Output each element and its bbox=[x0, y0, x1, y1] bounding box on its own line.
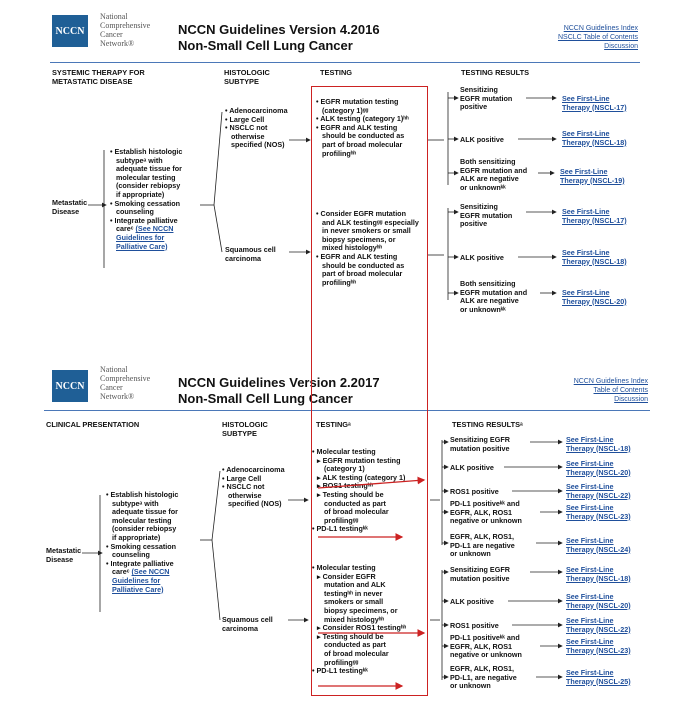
palliative-care-link-3[interactable]: Palliative Care) bbox=[112, 584, 164, 594]
toc-link[interactable]: Table of Contents bbox=[593, 387, 648, 394]
col-header-testing: TESTINGᵃ bbox=[316, 420, 351, 429]
testing-squamous: • Molecular testing ▸ Consider EGFR mutation and ALK testingʰʰ in never smokers or small biopsy specimens, or mixed histologyʰʰ ▸ Consider ROS1 testingʰʰ ▸ Testing should be conducted as part of broad molecular profilingᵍᵍ • PD-L1 testingᵏᵏ bbox=[312, 563, 407, 676]
discussion-link[interactable]: Discussion bbox=[604, 43, 638, 50]
first-line-therapy-link[interactable]: See First-Line Therapy (NSCL-17) bbox=[562, 94, 627, 112]
toc-link[interactable]: NSCLC Table of Contents bbox=[557, 34, 638, 41]
col-header-testing: TESTING bbox=[320, 68, 353, 77]
first-line-therapy-link[interactable]: See First-Line Therapy (NSCL-17) bbox=[562, 207, 627, 225]
discussion-link[interactable]: Discussion bbox=[614, 396, 648, 403]
result-text: Sensitizing EGFR mutation positive bbox=[460, 202, 513, 229]
palliative-care-link[interactable]: (See NCCN bbox=[135, 224, 174, 234]
first-line-therapy-link[interactable]: See First-Line Therapy (NSCL-20) bbox=[566, 592, 631, 610]
col-header-subtype: HISTOLOGIC SUBTYPE bbox=[222, 420, 268, 438]
guidelines-index-link[interactable]: NCCN Guidelines Index bbox=[563, 25, 638, 32]
first-line-therapy-link[interactable]: See First-Line Therapy (NSCL-23) bbox=[566, 637, 631, 655]
first-line-therapy-link[interactable]: See First-Line Therapy (NSCL-19) bbox=[560, 167, 625, 185]
result-text: PD-L1 positiveᵏᵏ and EGFR, ALK, ROS1 negative or unknown bbox=[450, 633, 522, 660]
palliative-care-link[interactable]: (See NCCN bbox=[131, 567, 170, 577]
guideline-version-title: NCCN Guidelines Version 2.2017 Non-Small Cell Lung Cancer bbox=[178, 375, 380, 406]
result-text: ALK positive bbox=[460, 253, 504, 262]
first-line-therapy-link[interactable]: See First-Line Therapy (NSCL-20) bbox=[562, 288, 627, 306]
result-text: ALK positive bbox=[460, 135, 504, 144]
result-text: EGFR, ALK, ROS1, PD-L1, are negative or unknown bbox=[450, 664, 517, 691]
first-line-therapy-link[interactable]: See First-Line Therapy (NSCL-25) bbox=[566, 668, 631, 686]
workup-steps: • Establish histologic subtypeᵃ with adequate tissue for molecular testing (consider rebiopsy if appropriate) • Smoking cessation counseling • Integrate palliative careᶜ (See NCCN Guidelines for Palliative Care) bbox=[106, 491, 210, 594]
first-line-therapy-link[interactable]: See First-Line Therapy (NSCL-18) bbox=[562, 248, 627, 266]
palliative-care-link-2[interactable]: Guidelines for bbox=[116, 232, 165, 242]
org-name: National Comprehensive Cancer Network® bbox=[100, 12, 151, 48]
result-text: ALK positive bbox=[450, 597, 494, 606]
col-header-therapy: SYSTEMIC THERAPY FOR METASTATIC DISEASE bbox=[52, 68, 145, 86]
col-header-results: TESTING RESULTSᵃ bbox=[452, 420, 523, 429]
first-line-therapy-link[interactable]: See First-Line Therapy (NSCL-24) bbox=[566, 536, 631, 554]
palliative-care-link-2[interactable]: Guidelines for bbox=[112, 575, 161, 585]
nccn-logo: NCCN bbox=[52, 370, 88, 402]
result-text: Sensitizing EGFR mutation positive bbox=[460, 85, 513, 112]
nccn-logo: NCCN bbox=[52, 15, 88, 47]
result-text: Sensitizing EGFR mutation positive bbox=[450, 435, 510, 453]
subtype-adeno: • Adenocarcinoma • Large Cell • NSCLC not otherwise specified (NOS) bbox=[222, 465, 285, 509]
testing-adeno: • Molecular testing ▸ EGFR mutation testing (category 1) ▸ ALK testing (category 1) ▸ ROS1 testingʰʰ ▸ Testing should be conducted as part of broad molecular profilingᵍᵍ • PD-L1 testingᵏᵏ bbox=[312, 447, 406, 534]
first-line-therapy-link[interactable]: See First-Line Therapy (NSCL-22) bbox=[566, 482, 631, 500]
result-text: ROS1 positive bbox=[450, 487, 499, 496]
testing-squamous: • Consider EGFR mutation and ALK testingᵍᵍ especially in never smokers or small biopsy specimens, or mixed histologyʰʰ • EGFR and ALK testing should be conducted as part of broad molecular profilingʰʰ bbox=[316, 209, 419, 287]
testing-adeno: • EGFR mutation testing (category 1)ᵍᵍ • ALK testing (category 1)ʰʰ • EGFR and ALK testing should be conducted as part of broad molecular profilingʰʰ bbox=[316, 97, 409, 158]
palliative-care-link-3[interactable]: Palliative Care) bbox=[116, 241, 168, 251]
first-line-therapy-link[interactable]: See First-Line Therapy (NSCL-20) bbox=[566, 459, 631, 477]
first-line-therapy-link[interactable]: See First-Line Therapy (NSCL-23) bbox=[566, 503, 631, 521]
first-line-therapy-link[interactable]: See First-Line Therapy (NSCL-18) bbox=[566, 435, 631, 453]
result-text: ALK positive bbox=[450, 463, 494, 472]
disease-label: Metastatic Disease bbox=[52, 198, 88, 216]
subtype-squamous: Squamous cell carcinoma bbox=[225, 245, 276, 263]
col-header-presentation: CLINICAL PRESENTATION bbox=[46, 420, 140, 429]
col-header-subtype: HISTOLOGIC SUBTYPE bbox=[224, 68, 270, 86]
result-text: ROS1 positive bbox=[450, 621, 499, 630]
guideline-version-title: NCCN Guidelines Version 4.2016 Non-Small Cell Lung Cancer bbox=[178, 22, 380, 53]
subtype-squamous: Squamous cell carcinoma bbox=[222, 615, 273, 633]
org-name: National Comprehensive Cancer Network® bbox=[100, 365, 151, 401]
result-text: Both sensitizing EGFR mutation and ALK are negative or unknownᵏᵏ bbox=[460, 279, 528, 314]
first-line-therapy-link[interactable]: See First-Line Therapy (NSCL-18) bbox=[562, 129, 627, 147]
first-line-therapy-link[interactable]: See First-Line Therapy (NSCL-22) bbox=[566, 616, 631, 634]
result-text: EGFR, ALK, ROS1, PD-L1 are negative or unknown bbox=[450, 532, 515, 559]
disease-label: Metastatic Disease bbox=[46, 546, 82, 564]
workup-steps: • Establish histologic subtypeᵃ with adequate tissue for molecular testing (consider rebiopsy if appropriate) • Smoking cessation counseling • Integrate palliative careᶜ (See NCCN Guidelines for Palliative Care) bbox=[110, 148, 210, 251]
result-text: Sensitizing EGFR mutation positive bbox=[450, 565, 510, 583]
subtype-adeno: • Adenocarcinoma • Large Cell • NSCLC not otherwise specified (NOS) bbox=[225, 106, 288, 150]
result-text: Both sensitizing EGFR mutation and ALK are negative or unknownᵏᵏ bbox=[460, 157, 528, 192]
first-line-therapy-link[interactable]: See First-Line Therapy (NSCL-18) bbox=[566, 565, 631, 583]
guidelines-index-link[interactable]: NCCN Guidelines Index bbox=[573, 378, 648, 385]
result-text: PD-L1 positiveᵏᵏ and EGFR, ALK, ROS1 negative or unknown bbox=[450, 499, 522, 526]
col-header-results: TESTING RESULTS bbox=[461, 68, 530, 77]
